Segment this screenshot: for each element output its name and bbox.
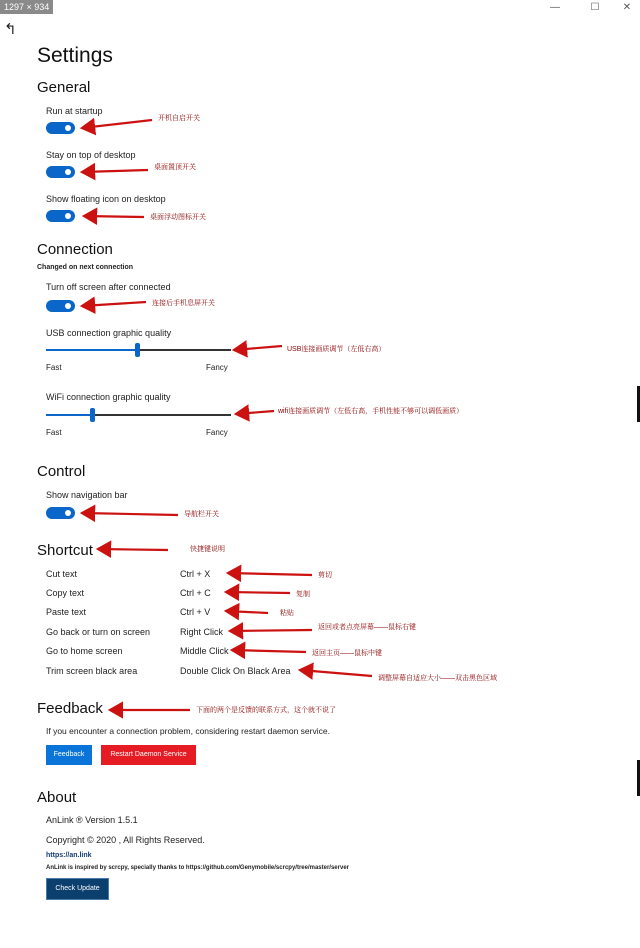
annotation-note: 连接后手机息屏开关: [152, 300, 215, 307]
arrow-icon: [228, 573, 312, 575]
arrow-icon: [84, 216, 144, 217]
shortcut-name: Go back or turn on screen: [46, 627, 151, 637]
shortcut-name: Paste text: [46, 607, 87, 617]
restart-daemon-button[interactable]: Restart Daemon Service: [101, 745, 196, 765]
shortcut-key: Double Click On Black Area: [180, 666, 291, 676]
shortcut-key: Ctrl + C: [180, 588, 211, 598]
maximize-button[interactable]: ☐: [590, 2, 600, 13]
shortcut-name: Copy text: [46, 588, 85, 598]
annotation-note: 开机自启开关: [158, 115, 200, 122]
arrow-icon: [82, 170, 148, 172]
shortcut-key: Right Click: [180, 627, 224, 637]
arrow-icon: [236, 411, 274, 414]
usb-quality-slider[interactable]: [46, 343, 231, 357]
general-heading: General: [37, 79, 91, 96]
close-button[interactable]: ✕: [622, 2, 632, 13]
annotation-note: 返回或者点亮屏幕——鼠标右键: [318, 624, 416, 631]
arrow-icon: [226, 592, 290, 593]
check-update-button[interactable]: Check Update: [46, 878, 109, 900]
arrow-icon: [82, 120, 152, 128]
back-arrow-icon[interactable]: ↰: [4, 21, 17, 38]
minimize-button[interactable]: —: [550, 2, 560, 13]
shortcut-key: Ctrl + X: [180, 569, 211, 579]
connection-heading: Connection: [37, 241, 113, 258]
slider-thumb[interactable]: [90, 408, 95, 422]
turn-off-screen-label: Turn off screen after connected: [46, 282, 171, 292]
about-heading: About: [37, 789, 77, 806]
annotation-note: 复制: [296, 591, 310, 598]
slider-fill: [46, 349, 137, 351]
wifi-max-label: Fancy: [206, 428, 228, 437]
wifi-quality-slider[interactable]: [46, 408, 231, 422]
slider-thumb[interactable]: [135, 343, 140, 357]
connection-subtitle: Changed on next connection: [37, 264, 134, 271]
annotation-note: 桌面浮动图标开关: [150, 214, 206, 221]
arrow-icon: [300, 670, 372, 676]
website-link[interactable]: https://an.link: [46, 852, 92, 859]
usb-min-label: Fast: [46, 363, 62, 372]
credit-text: AnLink is inspired by scrcpy, specially thanks to https://github.com/Genymobile/scrcpy/tree/master/server: [46, 865, 349, 871]
arrow-icon: [82, 513, 178, 515]
shortcut-name: Trim screen black area: [46, 666, 138, 676]
arrow-icon: [234, 346, 282, 350]
usb-quality-label: USB connection graphic quality: [46, 328, 172, 338]
usb-max-label: Fancy: [206, 363, 228, 372]
feedback-message: If you encounter a connection problem, considering restart daemon service.: [46, 726, 330, 736]
page-title: Settings: [37, 44, 113, 67]
dimension-tag: 1297 × 934: [0, 0, 53, 14]
annotation-note: USB连接画质调节（左低右高）: [287, 346, 386, 353]
shortcut-key: Middle Click: [180, 646, 229, 656]
run-at-startup-toggle[interactable]: [46, 122, 75, 134]
shortcut-name: Cut text: [46, 569, 78, 579]
version-text: AnLink ® Version 1.5.1: [46, 815, 138, 825]
annotation-note: 返回主页——鼠标中键: [312, 650, 382, 657]
control-heading: Control: [37, 463, 86, 480]
annotation-note: 调整屏幕自适应大小——双击黑色区域: [378, 675, 497, 682]
annotation-note: 剪切: [318, 572, 332, 579]
turn-off-screen-toggle[interactable]: [46, 300, 75, 312]
annotation-note: 桌面置顶开关: [154, 164, 196, 171]
annotation-note: wifi连接画质调节（左低右高，手机性能不够可以调低画质）: [278, 408, 464, 415]
title-bar: [0, 0, 640, 18]
arrow-icon: [98, 549, 168, 550]
arrow-icon: [232, 650, 306, 652]
shortcut-heading: Shortcut: [37, 542, 93, 559]
stay-on-top-label: Stay on top of desktop: [46, 150, 136, 160]
shortcut-name: Go to home screen: [46, 646, 123, 656]
floating-icon-label: Show floating icon on desktop: [46, 194, 166, 204]
arrow-icon: [82, 302, 146, 306]
navbar-label: Show navigation bar: [46, 490, 128, 500]
slider-fill: [46, 414, 92, 416]
annotation-note: 粘贴: [280, 610, 294, 617]
arrow-icon: [226, 611, 268, 613]
arrow-icon: [230, 630, 312, 631]
feedback-heading: Feedback: [37, 700, 103, 717]
annotation-note: 下面的两个是反馈的联系方式，这个就不说了: [196, 707, 336, 714]
feedback-button[interactable]: Feedback: [46, 745, 92, 765]
run-at-startup-label: Run at startup: [46, 106, 103, 116]
annotation-note: 导航栏开关: [184, 511, 219, 518]
copyright-text: Copyright © 2020 , All Rights Reserved.: [46, 835, 205, 845]
annotation-note: 快捷键说明: [190, 546, 225, 553]
shortcut-key: Ctrl + V: [180, 607, 211, 617]
stay-on-top-toggle[interactable]: [46, 166, 75, 178]
wifi-quality-label: WiFi connection graphic quality: [46, 392, 171, 402]
navbar-toggle[interactable]: [46, 507, 75, 519]
floating-icon-toggle[interactable]: [46, 210, 75, 222]
wifi-min-label: Fast: [46, 428, 62, 437]
